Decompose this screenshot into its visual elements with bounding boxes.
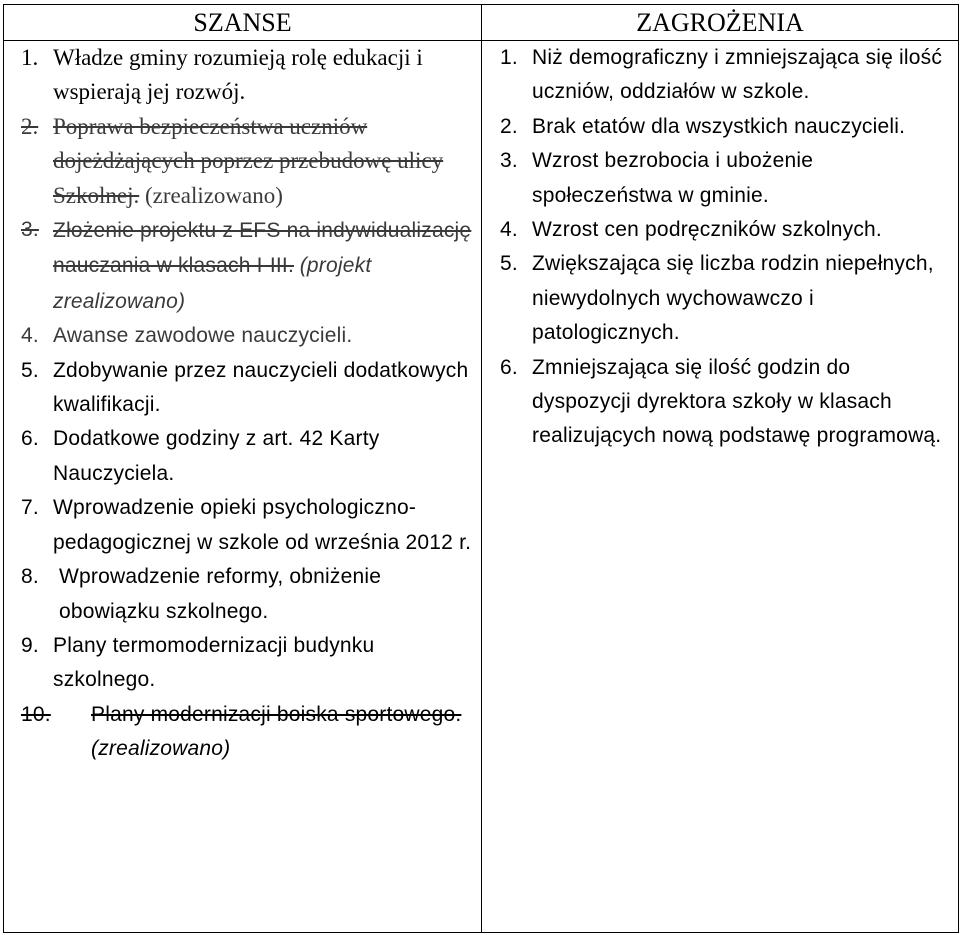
item-number: 3. <box>21 218 39 242</box>
item-number: 1. <box>500 46 518 69</box>
header-szanse: SZANSE <box>4 5 482 41</box>
item-text: Wzrost cen podręczników szkolnych. <box>532 218 882 242</box>
szanse-item-9 <box>21 629 475 698</box>
szanse-item-8 <box>21 560 475 629</box>
item-number: 4. <box>500 218 518 242</box>
item-status: (zrealizowano) <box>145 182 283 208</box>
szanse-item-4 <box>21 319 475 353</box>
item-number: 6. <box>500 355 518 379</box>
header-row <box>4 5 959 41</box>
item-number: 6. <box>21 427 39 451</box>
item-number: 2. <box>500 114 518 138</box>
item-text: Zmniejszająca się ilość godzin do dyspozycji dyrektora szkoły w klasach realizujących nową podstawę programową. <box>532 355 942 448</box>
zagrozenia-item-2 <box>500 110 954 144</box>
item-text: Zdobywanie przez nauczycieli dodatkowych kwalifikacji. <box>53 358 469 417</box>
item-number: 8. <box>21 565 39 589</box>
item-status: (zrealizowano) <box>91 737 231 761</box>
header-zagrozenia: ZAGROŻENIA <box>482 5 959 41</box>
szanse-item-6 <box>21 422 475 491</box>
item-status: (projekt zrealizowano) <box>53 254 372 313</box>
szanse-item-1 <box>21 41 475 110</box>
item-text: Złożenie projektu z EFS na indywidualizację nauczania w klasach I-III. <box>53 219 472 278</box>
zagrozenia-item-1 <box>500 41 954 110</box>
item-text: Niż demograficzny i zmniejszająca się ilość uczniów, oddziałów w szkole. <box>532 46 943 104</box>
zagrozenia-item-4 <box>500 213 954 247</box>
item-number: 9. <box>21 633 39 657</box>
item-number: 7. <box>21 496 39 520</box>
item-text: Wzrost bezrobocia i ubożenie społeczeństwa w gminie. <box>532 149 814 207</box>
zagrozenia-item-3 <box>500 144 954 213</box>
item-number: 10. <box>21 702 51 726</box>
zagrozenia-cell <box>482 41 959 933</box>
szanse-item-5 <box>21 354 475 423</box>
swot-table <box>3 4 959 933</box>
item-text: Plany modernizacji boiska sportowego. <box>91 702 462 726</box>
item-number: 2. <box>21 113 39 139</box>
item-number: 3. <box>500 149 518 173</box>
item-number: 1. <box>21 45 39 70</box>
zagrozenia-item-6 <box>500 351 954 454</box>
item-text: Władze gminy rozumieją rolę edukacji i wspierają jej rozwój. <box>53 45 423 105</box>
item-text: Wprowadzenie opieki psychologiczno-pedagogicznej w szkole od września 2012 r. <box>53 496 472 554</box>
item-text: Dodatkowe godziny z art. 42 Karty Nauczyciela. <box>53 427 380 485</box>
item-text: Poprawa bezpieczeństwa uczniów dojeżdżających poprzez przebudowę ulicy Szkolnej. <box>53 113 444 208</box>
szanse-item-3 <box>21 213 475 319</box>
item-text: Plany termomodernizacji budynku szkolnego. <box>53 633 375 692</box>
item-number: 4. <box>21 324 39 348</box>
item-number: 5. <box>21 358 39 382</box>
item-text: Brak etatów dla wszystkich nauczycieli. <box>532 114 906 138</box>
zagrozenia-item-5 <box>500 247 954 350</box>
item-text: Awanse zawodowe nauczycieli. <box>53 324 353 348</box>
content-row <box>4 41 959 933</box>
item-text: Zwiększająca się liczba rodzin niepełnych, niewydolnych wychowawczo i patologicznych. <box>532 252 934 345</box>
item-text: Wprowadzenie reformy, obniżenie obowiązku szkolnego. <box>59 565 382 623</box>
szanse-item-10 <box>21 698 475 767</box>
szanse-cell <box>4 41 482 933</box>
szanse-item-2 <box>21 110 475 213</box>
szanse-item-7 <box>21 491 475 560</box>
item-number: 5. <box>500 252 518 276</box>
